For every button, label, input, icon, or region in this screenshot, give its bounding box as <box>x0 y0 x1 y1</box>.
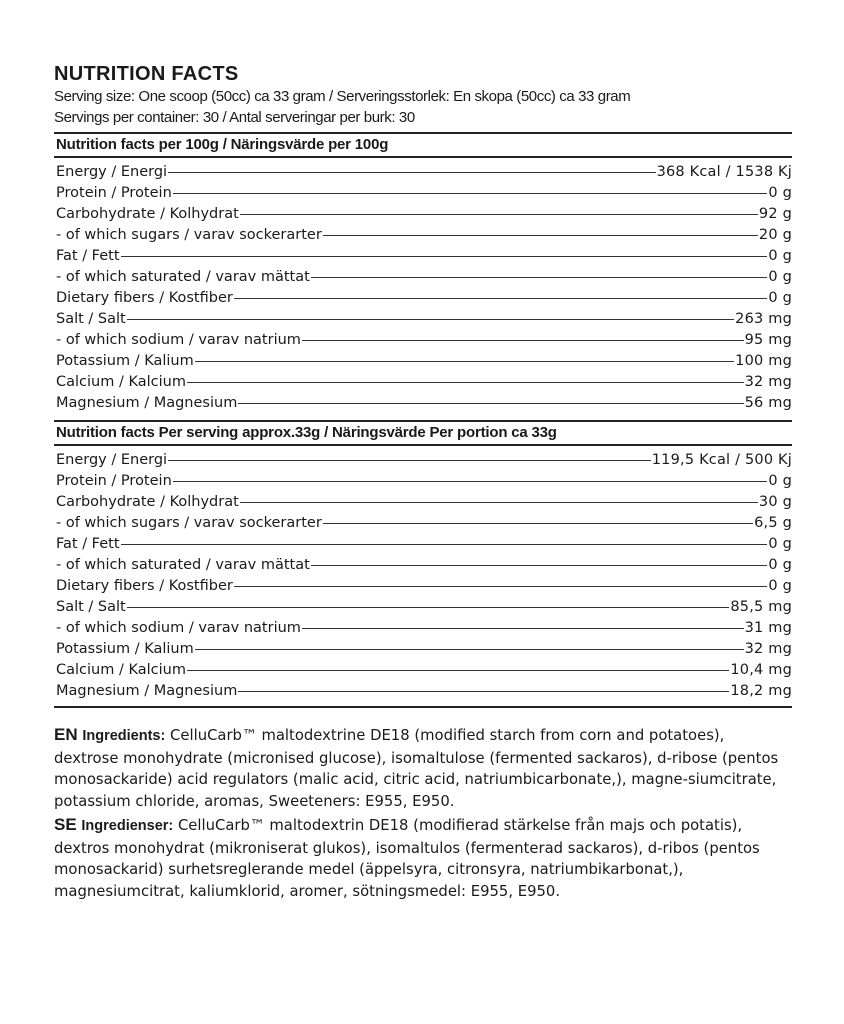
nutrient-name: Fat / Fett <box>56 248 120 264</box>
ingredients-en <box>54 724 792 812</box>
nutrient-value: 95 mg <box>744 332 792 348</box>
nutrient-row <box>54 351 792 372</box>
dotted-leader <box>311 565 768 566</box>
nutrient-value: 32 mg <box>744 374 792 390</box>
nutrient-row <box>54 246 792 267</box>
nutrient-value: 0 g <box>768 557 792 573</box>
nutrient-name: Potassium / Kalium <box>56 641 194 657</box>
nutrient-value: 0 g <box>768 185 792 201</box>
nutrient-value: 6,5 g <box>754 515 792 531</box>
nutrient-value: 0 g <box>768 578 792 594</box>
dotted-leader <box>238 403 743 404</box>
table-bottom-rule <box>54 706 792 708</box>
nutrient-value: 30 g <box>758 494 792 510</box>
dotted-leader <box>311 277 768 278</box>
dotted-leader <box>323 235 758 236</box>
nutrient-row <box>54 492 792 513</box>
nutrient-value: 31 mg <box>744 620 792 636</box>
dotted-leader <box>187 382 744 383</box>
nutrient-value: 263 mg <box>735 311 792 327</box>
nutrient-name: Protein / Protein <box>56 473 172 489</box>
nutrient-name: - of which sugars / varav sockerarter <box>56 227 322 243</box>
serving-size: Serving size: One scoop (50cc) ca 33 gram / Serveringsstorlek: En skopa (50cc) ca 33 gram <box>54 88 631 105</box>
nutrient-name: Dietary fibers / Kostfiber <box>56 290 233 306</box>
nutrient-row <box>54 576 792 597</box>
lang-code-en: EN <box>54 725 78 744</box>
dotted-leader <box>240 214 758 215</box>
dotted-leader <box>195 361 734 362</box>
ingredients-label-en: Ingredients: <box>82 728 166 744</box>
dotted-leader <box>173 481 768 482</box>
nutrient-value: 85,5 mg <box>730 599 792 615</box>
nutrient-name: Potassium / Kalium <box>56 353 194 369</box>
nutrient-name: - of which saturated / varav mättat <box>56 269 310 285</box>
nutrient-row <box>54 450 792 471</box>
nutrient-row <box>54 513 792 534</box>
nutrient-name: - of which sodium / varav natrium <box>56 620 301 636</box>
nutrient-value: 0 g <box>768 248 792 264</box>
nutrient-value: 92 g <box>758 206 792 222</box>
nutrient-row <box>54 639 792 660</box>
nutrient-row <box>54 288 792 309</box>
nutrient-row <box>54 471 792 492</box>
dotted-leader <box>187 670 729 671</box>
nutrient-name: Energy / Energi <box>56 164 168 180</box>
nutrient-value: 119,5 Kcal / 500 Kj <box>651 452 792 468</box>
per-serving-table <box>54 446 792 706</box>
label-title: NUTRITION FACTS <box>54 63 239 85</box>
ingredients-label-se: Ingredienser: <box>81 818 174 834</box>
nutrient-row <box>54 555 792 576</box>
nutrient-row <box>54 597 792 618</box>
nutrient-name: Carbohydrate / Kolhydrat <box>56 206 239 222</box>
dotted-leader <box>302 340 744 341</box>
dotted-leader <box>121 256 768 257</box>
dotted-leader <box>302 628 744 629</box>
nutrient-value: 10,4 mg <box>730 662 792 678</box>
nutrient-row <box>54 267 792 288</box>
nutrient-name: Salt / Salt <box>56 599 126 615</box>
nutrient-value: 0 g <box>768 269 792 285</box>
nutrient-row <box>54 225 792 246</box>
ingredients-section <box>54 724 792 902</box>
per-100g-heading: Nutrition facts per 100g / Näringsvärde per 100g <box>54 132 792 158</box>
dotted-leader <box>121 544 768 545</box>
nutrient-value: 0 g <box>768 473 792 489</box>
nutrient-row <box>54 372 792 393</box>
nutrient-name: - of which sodium / varav natrium <box>56 332 301 348</box>
nutrient-name: Fat / Fett <box>56 536 120 552</box>
per-serving-heading: Nutrition facts Per serving approx.33g / Näringsvärde Per portion ca 33g <box>54 420 792 446</box>
nutrient-name: Protein / Protein <box>56 185 172 201</box>
dotted-leader <box>238 691 729 692</box>
nutrient-name: Energy / Energi <box>56 452 168 468</box>
servings-per-container: Servings per container: 30 / Antal serveringar per burk: 30 <box>54 109 415 126</box>
nutrient-row <box>54 330 792 351</box>
dotted-leader <box>323 523 753 524</box>
dotted-leader <box>168 460 651 461</box>
dotted-leader <box>127 607 730 608</box>
nutrition-label <box>54 62 792 904</box>
nutrient-row <box>54 183 792 204</box>
nutrient-name: Salt / Salt <box>56 311 126 327</box>
nutrient-name: Carbohydrate / Kolhydrat <box>56 494 239 510</box>
dotted-leader <box>127 319 734 320</box>
nutrient-name: Calcium / Kalcium <box>56 374 186 390</box>
dotted-leader <box>195 649 744 650</box>
nutrient-name: - of which sugars / varav sockerarter <box>56 515 322 531</box>
nutrient-name: Calcium / Kalcium <box>56 662 186 678</box>
nutrient-name: - of which saturated / varav mättat <box>56 557 310 573</box>
nutrient-value: 100 mg <box>735 353 792 369</box>
nutrient-row <box>54 309 792 330</box>
nutrient-row <box>54 618 792 639</box>
nutrient-value: 18,2 mg <box>730 683 792 699</box>
ingredients-text-se: CelluCarb™ maltodextrin DE18 (modifierad stärkelse från majs och potatis), dextros monohydrat (mikroniserat glukos), isomaltulos (fermenterad sackaros), d-ribos (pentos monosackarid) surhetsreglerande medel (äppelsyra, citronsyra, natriumbikarbonat,), magnesiumcitrat, kaliumklorid, aromer, sötningsmedel: E955, E950. <box>54 817 760 900</box>
nutrient-row <box>54 393 792 414</box>
nutrient-value: 32 mg <box>744 641 792 657</box>
nutrient-row <box>54 162 792 183</box>
nutrient-row <box>54 204 792 225</box>
nutrient-value: 0 g <box>768 290 792 306</box>
lang-code-se: SE <box>54 815 77 834</box>
nutrient-name: Magnesium / Magnesium <box>56 683 238 699</box>
per-100g-table <box>54 158 792 418</box>
nutrient-row <box>54 681 792 702</box>
nutrient-name: Magnesium / Magnesium <box>56 395 238 411</box>
dotted-leader <box>234 586 768 587</box>
dotted-leader <box>234 298 768 299</box>
nutrient-value: 368 Kcal / 1538 Kj <box>656 164 792 180</box>
dotted-leader <box>168 172 655 173</box>
nutrient-value: 20 g <box>758 227 792 243</box>
nutrient-value: 56 mg <box>744 395 792 411</box>
dotted-leader <box>173 193 768 194</box>
nutrient-value: 0 g <box>768 536 792 552</box>
ingredients-se <box>54 814 792 902</box>
nutrient-row <box>54 534 792 555</box>
ingredients-text-en: CelluCarb™ maltodextrine DE18 (modified starch from corn and potatoes), dextrose monohydrate (micronised glucose), isomaltulose (fermented sackaros), d-ribose (pentos monosackaride) acid regulators (malic acid, citric acid, natriumbicarbonate,), magne-siumcitrate, potassium chloride, aromas, Sweeteners: E955, E950. <box>54 727 779 810</box>
nutrient-row <box>54 660 792 681</box>
dotted-leader <box>240 502 758 503</box>
nutrient-name: Dietary fibers / Kostfiber <box>56 578 233 594</box>
